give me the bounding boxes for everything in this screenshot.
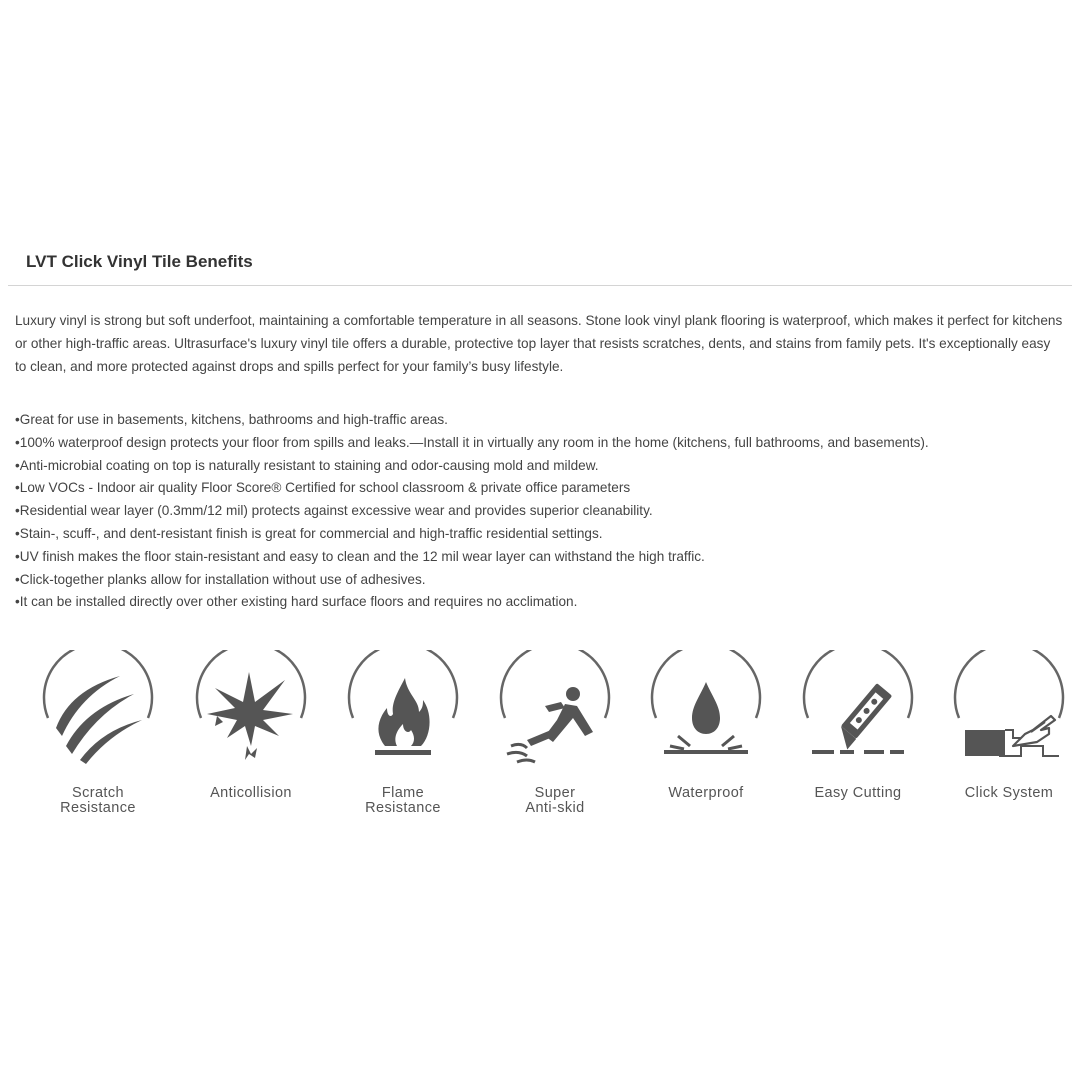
feature-label: Waterproof — [668, 785, 744, 801]
feature-label: Easy Cutting — [814, 785, 902, 801]
list-item: •Stain-, scuff-, and dent-resistant finish is great for commercial and high-traffic residential settings. — [15, 525, 603, 541]
feature-icons-row — [0, 650, 1080, 820]
feature-waterproof — [636, 650, 776, 801]
click-system-icon — [951, 650, 1067, 766]
feature-label: Super Anti-skid — [525, 785, 585, 816]
feature-label: Anticollision — [210, 785, 292, 801]
waterproof-icon — [648, 650, 764, 766]
feature-flame-resistance — [333, 650, 473, 815]
feature-easy-cutting — [788, 650, 928, 801]
scratch-icon — [40, 650, 156, 766]
feature-label: Scratch Resistance — [60, 785, 136, 816]
flame-icon — [345, 650, 461, 766]
feature-label: Click System — [964, 785, 1054, 801]
feature-click-system — [939, 650, 1079, 801]
feature-anticollision — [181, 650, 321, 801]
list-item: •100% waterproof design protects your floor from spills and leaks.—Install it in virtually any room in the home (kitchens, full bathrooms, and basements). — [15, 434, 929, 450]
benefit-list — [15, 409, 1065, 614]
list-item: •It can be installed directly over other existing hard surface floors and requires no acclimation. — [15, 594, 578, 610]
list-item: •Click-together planks allow for installation without use of adhesives. — [15, 571, 426, 587]
feature-scratch-resistance — [28, 650, 168, 815]
page-title: LVT Click Vinyl Tile Benefits — [26, 252, 253, 271]
list-item: •UV finish makes the floor stain-resistant and easy to clean and the 12 mil wear layer can withstand the high traffic. — [15, 548, 705, 564]
feature-super-anti-skid — [485, 650, 625, 815]
list-item: •Residential wear layer (0.3mm/12 mil) protects against excessive wear and provides superior cleanability. — [15, 503, 653, 519]
anticollision-icon — [193, 650, 309, 766]
anti-skid-icon — [497, 650, 613, 766]
intro-paragraph: Luxury vinyl is strong but soft underfoot, maintaining a comfortable temperature in all seasons. Stone look vinyl plank flooring is waterproof, which makes it perfect for kitchens or other high-traffic areas. Ultrasurface's luxury vinyl tile offers a durable, protective top layer that resists scratches, dents, and stains from family pets. It's exceptionally easy to clean, and more protected against drops and spills perfect for your family’s busy lifestyle. — [15, 313, 1063, 374]
list-item: •Low VOCs - Indoor air quality Floor Score® Certified for school classroom & private office parameters — [15, 480, 631, 496]
title-divider — [8, 285, 1072, 286]
easy-cutting-icon — [800, 650, 916, 766]
list-item: •Great for use in basements, kitchens, bathrooms and high-traffic areas. — [15, 412, 448, 427]
list-item: •Anti-microbial coating on top is naturally resistant to staining and odor-causing mold and mildew. — [15, 457, 599, 473]
feature-label: Flame Resistance — [365, 785, 441, 816]
